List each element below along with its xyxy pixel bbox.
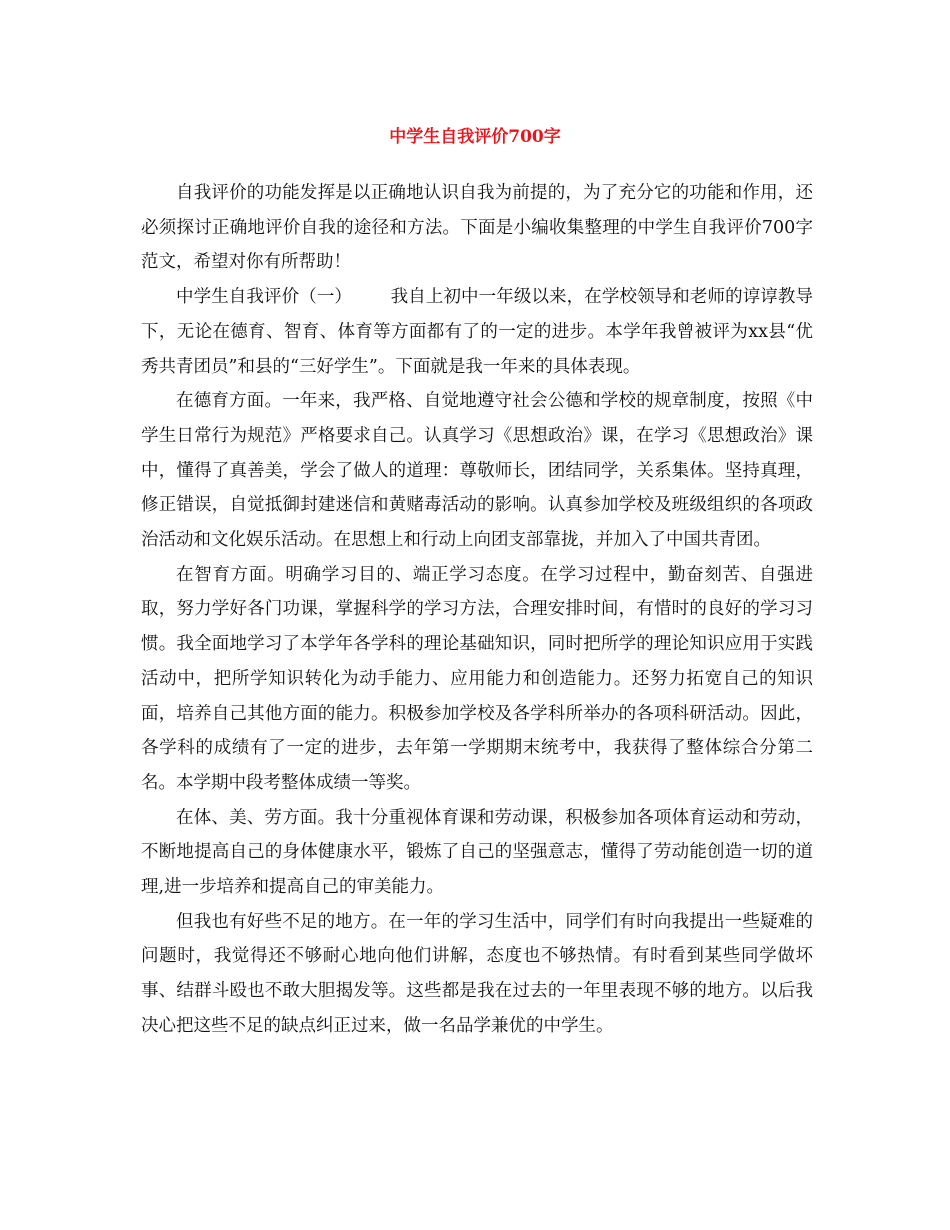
intro-paragraph: 自我评价的功能发挥是以正确地认识自我为前提的，为了充分它的功能和作用，还必须探讨正确地评价自我的途径和方法。下面是小编收集整理的中学生自我评价700字范文，希望对你有所帮助！	[141, 183, 813, 273]
section-paragraph-text: 我自上初中一年级以来，在学校领导和老师的谆谆教导下，无论在德育、智育、体育等方面都有了的一定的进步。本学年我曾被评为xx县“优秀共青团员”和县的“三好学生”。下面就是我一年来的具体表现。	[141, 287, 814, 377]
shortcomings-paragraph: 但我也有好些不足的地方。在一年的学习生活中，同学们有时向我提出一些疑难的问题时，我觉得还不够耐心地向他们讲解，态度也不够热情。有时看到某些同学做坏事、结群斗殴也不敢大胆揭发等。这些都是我在过去的一年里表现不够的地方。以后我决心把这些不足的缺点纠正过来，做一名品学兼优的中学生。	[141, 911, 813, 1036]
intellect-paragraph: 在智育方面。明确学习目的、端正学习态度。在学习过程中，勤奋刻苦、自强进取，努力学好各门功课，掌握科学的学习方法，合理安排时间，有惜时的良好的学习习惯。我全面地学习了本学年各学科的理论基础知识，同时把所学的理论知识应用于实践活动中，把所学知识转化为动手能力、应用能力和创造能力。还努力拓宽自己的知识面，培养自己其他方面的能力。积极参加学校及各学科所举办的各项科研活动。因此，各学科的成绩有了一定的进步，去年第一学期期末统考中，我获得了整体综合分第二名。本学期中段考整体成绩一等奖。	[141, 564, 813, 793]
document-title: 中学生自我评价700字	[389, 127, 561, 147]
moral-paragraph: 在德育方面。一年来，我严格、自觉地遵守社会公德和学校的规章制度，按照《中学生日常行为规范》严格要求自己。认真学习《思想政治》课，在学习《思想政治》课中，懂得了真善美，学会了做人的道理：尊敬师长，团结同学，关系集体。坚持真理，修正错误，自觉抵御封建迷信和黄赌毒活动的影响。认真参加学校及班级组织的各项政治活动和文化娱乐活动。在思想上和行动上向团支部靠拢，并加入了中国共青团。	[141, 391, 813, 551]
physical-paragraph: 在体、美、劳方面。我十分重视体育课和劳动课，积极参加各项体育运动和劳动，不断地提高自己的身体健康水平，锻炼了自己的坚强意志，懂得了劳动能创造一切的道理,进一步培养和提高自己的审美能力。	[141, 807, 813, 898]
document-body	[141, 176, 813, 1044]
section-paragraph	[141, 280, 813, 384]
section-heading: 中学生自我评价（一）	[176, 287, 353, 308]
